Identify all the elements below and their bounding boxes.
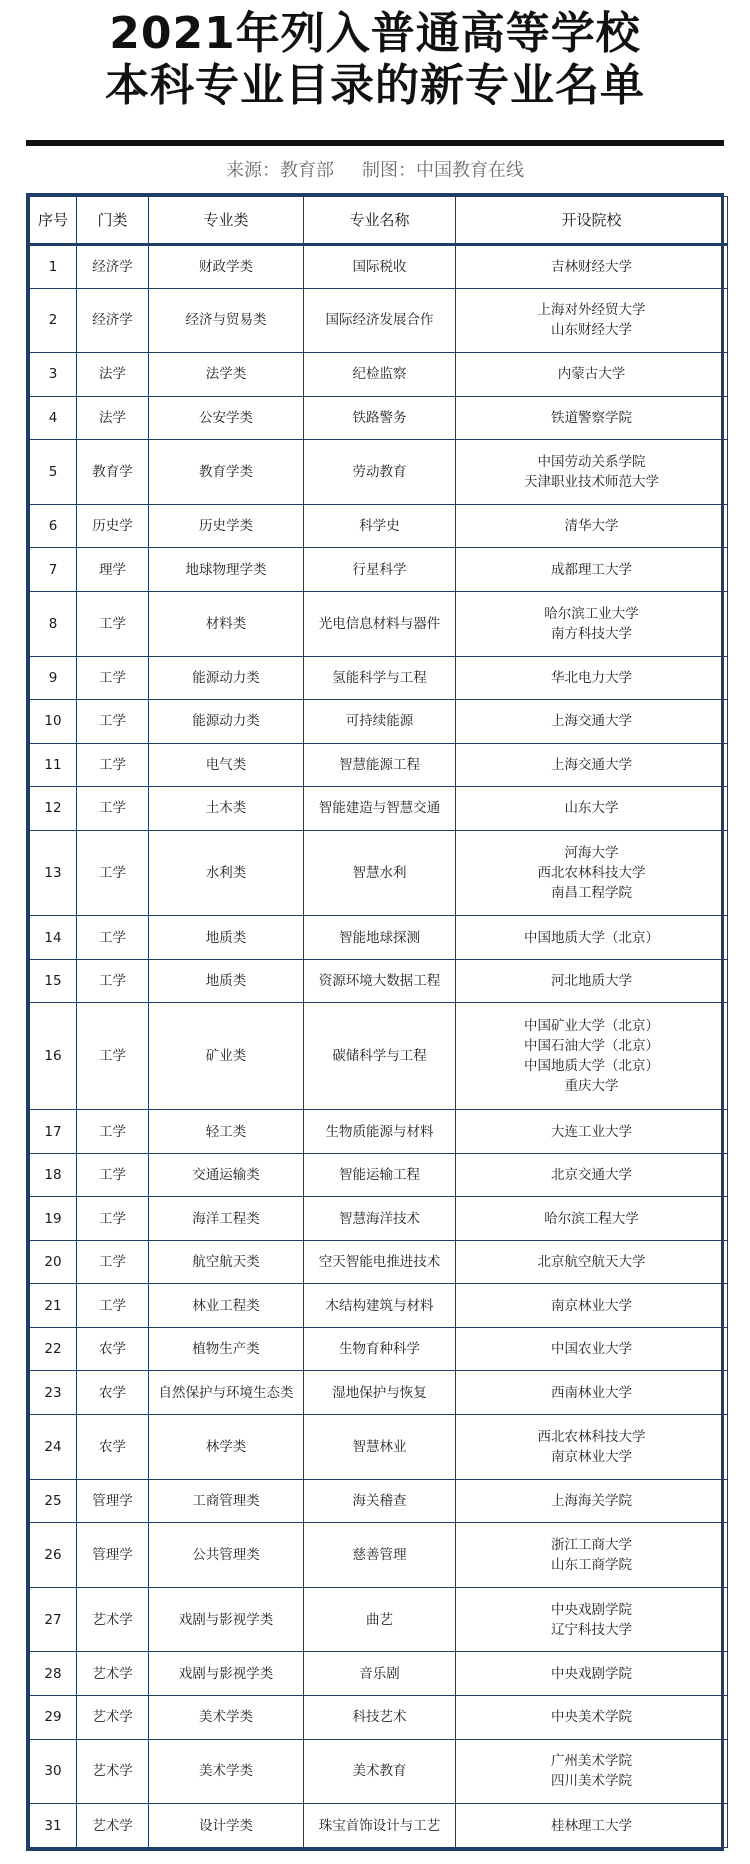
school-name: 北京交通大学 [551, 1167, 632, 1184]
cell-no: 21 [30, 1284, 77, 1328]
cell-class: 电气类 [149, 743, 304, 787]
cell-no: 30 [30, 1739, 77, 1804]
cell-schools [456, 591, 728, 656]
cell-schools [456, 656, 728, 700]
cell-class: 植物生产类 [149, 1327, 304, 1371]
cell-no: 16 [30, 1003, 77, 1110]
cell-schools [456, 1153, 728, 1197]
table-row [30, 1739, 728, 1804]
cell-class: 矿业类 [149, 1003, 304, 1110]
cell-major: 音乐剧 [304, 1652, 456, 1696]
cell-category: 艺术学 [77, 1695, 149, 1739]
cell-class: 设计学类 [149, 1804, 304, 1848]
cell-class: 法学类 [149, 353, 304, 397]
cell-category: 艺术学 [77, 1587, 149, 1652]
school-name: 山东财经大学 [551, 322, 632, 339]
cell-major: 行星科学 [304, 548, 456, 592]
table-row [30, 1414, 728, 1479]
cell-schools [456, 440, 728, 505]
cell-class: 航空航天类 [149, 1240, 304, 1284]
cell-schools [456, 787, 728, 831]
table-row [30, 916, 728, 960]
cell-schools [456, 830, 728, 916]
school-name: 中国地质大学（北京） [524, 1058, 659, 1075]
cell-class: 土木类 [149, 787, 304, 831]
school-name: 天津职业技术师范大学 [524, 474, 659, 491]
cell-category: 法学 [77, 396, 149, 440]
cell-major: 国际税收 [304, 245, 456, 289]
cell-category: 艺术学 [77, 1652, 149, 1696]
cell-category: 理学 [77, 548, 149, 592]
cell-no: 25 [30, 1479, 77, 1523]
header-no: 序号 [30, 197, 77, 245]
cell-no: 6 [30, 504, 77, 548]
cell-schools [456, 1003, 728, 1110]
cell-no: 22 [30, 1327, 77, 1371]
school-name: 华北电力大学 [551, 669, 632, 686]
cell-schools [456, 959, 728, 1003]
school-name: 上海交通大学 [551, 713, 632, 730]
school-name: 清华大学 [564, 518, 619, 535]
school-name: 铁道警察学院 [551, 409, 632, 426]
cell-schools [456, 396, 728, 440]
cell-schools [456, 1327, 728, 1371]
cell-no: 3 [30, 353, 77, 397]
cell-no: 27 [30, 1587, 77, 1652]
cell-category: 工学 [77, 1153, 149, 1197]
cell-category: 工学 [77, 1197, 149, 1241]
cell-category: 经济学 [77, 245, 149, 289]
cell-no: 8 [30, 591, 77, 656]
school-name: 吉林财经大学 [551, 258, 632, 275]
cell-class: 自然保护与环境生态类 [149, 1371, 304, 1415]
cell-no: 20 [30, 1240, 77, 1284]
table-row [30, 396, 728, 440]
cell-schools [456, 700, 728, 744]
table-row [30, 1003, 728, 1110]
cell-no: 13 [30, 830, 77, 916]
cell-category: 工学 [77, 700, 149, 744]
cell-class: 历史学类 [149, 504, 304, 548]
cell-class: 公共管理类 [149, 1523, 304, 1588]
cell-major: 可持续能源 [304, 700, 456, 744]
cell-no: 31 [30, 1804, 77, 1848]
school-name: 南方科技大学 [551, 625, 632, 642]
table-row [30, 830, 728, 916]
school-name: 广州美术学院 [551, 1753, 632, 1770]
table-row [30, 743, 728, 787]
school-name: 山东大学 [564, 800, 619, 817]
cell-class: 能源动力类 [149, 656, 304, 700]
school-name: 上海对外经贸大学 [537, 302, 646, 319]
cell-category: 工学 [77, 830, 149, 916]
cell-category: 工学 [77, 591, 149, 656]
cell-category: 经济学 [77, 288, 149, 353]
cell-major: 生物育种科学 [304, 1327, 456, 1371]
table-row [30, 1153, 728, 1197]
school-name: 中国矿业大学（北京） [524, 1018, 659, 1035]
cell-major: 湿地保护与恢复 [304, 1371, 456, 1415]
cell-category: 工学 [77, 1240, 149, 1284]
school-name: 哈尔滨工业大学 [544, 605, 639, 622]
cell-schools [456, 1414, 728, 1479]
header-major: 专业名称 [304, 197, 456, 245]
title-divider [26, 140, 724, 146]
school-name: 中国地质大学（北京） [524, 929, 659, 946]
cell-class: 林业工程类 [149, 1284, 304, 1328]
table-row [30, 787, 728, 831]
cell-schools [456, 1652, 728, 1696]
cell-major: 生物质能源与材料 [304, 1110, 456, 1154]
cell-major: 智慧水利 [304, 830, 456, 916]
majors-table [29, 196, 728, 1848]
page-title-line-2: 本科专业目录的新专业名单 [105, 60, 645, 111]
table-row [30, 1197, 728, 1241]
cell-schools [456, 1110, 728, 1154]
cell-class: 交通运输类 [149, 1153, 304, 1197]
school-name: 南昌工程学院 [551, 885, 632, 901]
school-name: 中央美术学院 [551, 1709, 632, 1726]
table-row [30, 1652, 728, 1696]
table-row [30, 591, 728, 656]
cell-schools [456, 1587, 728, 1652]
cell-class: 水利类 [149, 830, 304, 916]
cell-class: 戏剧与影视学类 [149, 1587, 304, 1652]
school-name: 南京林业大学 [551, 1448, 632, 1465]
cell-category: 工学 [77, 656, 149, 700]
cell-no: 14 [30, 916, 77, 960]
cell-category: 工学 [77, 787, 149, 831]
header-schools: 开设院校 [456, 197, 728, 245]
table-header-row [30, 197, 728, 245]
cell-class: 地质类 [149, 916, 304, 960]
school-name: 哈尔滨工程大学 [544, 1210, 639, 1227]
table-row [30, 1587, 728, 1652]
cell-class: 工商管理类 [149, 1479, 304, 1523]
cell-schools [456, 548, 728, 592]
cell-category: 教育学 [77, 440, 149, 505]
school-name: 内蒙古大学 [557, 366, 626, 383]
cell-category: 工学 [77, 743, 149, 787]
table-row [30, 700, 728, 744]
source-made-by: 制图：中国教育在线 [362, 160, 524, 181]
cell-category: 管理学 [77, 1479, 149, 1523]
cell-class: 林学类 [149, 1414, 304, 1479]
table-row [30, 1284, 728, 1328]
table-body [30, 245, 728, 1848]
cell-schools [456, 353, 728, 397]
cell-major: 国际经济发展合作 [304, 288, 456, 353]
school-name: 北京航空航天大学 [537, 1254, 646, 1271]
cell-category: 农学 [77, 1414, 149, 1479]
cell-major: 光电信息材料与器件 [304, 591, 456, 656]
school-name: 桂林理工大学 [551, 1817, 632, 1834]
cell-category: 管理学 [77, 1523, 149, 1588]
cell-category: 艺术学 [77, 1739, 149, 1804]
cell-major: 曲艺 [304, 1587, 456, 1652]
cell-class: 公安学类 [149, 396, 304, 440]
school-name: 大连工业大学 [551, 1123, 632, 1140]
cell-category: 农学 [77, 1371, 149, 1415]
cell-class: 戏剧与影视学类 [149, 1652, 304, 1696]
cell-major: 智慧海洋技术 [304, 1197, 456, 1241]
school-name: 中国劳动关系学院 [537, 454, 646, 471]
cell-class: 海洋工程类 [149, 1197, 304, 1241]
cell-category: 法学 [77, 353, 149, 397]
table-row [30, 245, 728, 289]
source-from: 来源：教育部 [226, 160, 334, 181]
school-name: 南京林业大学 [551, 1297, 632, 1314]
school-name: 中央戏剧学院 [551, 1665, 632, 1682]
school-name: 浙江工商大学 [551, 1536, 632, 1553]
cell-class: 能源动力类 [149, 700, 304, 744]
cell-category: 工学 [77, 1003, 149, 1110]
school-name: 西北农林科技大学 [537, 865, 646, 881]
table-row [30, 1523, 728, 1588]
cell-major: 海关稽查 [304, 1479, 456, 1523]
school-name: 中央戏剧学院 [551, 1601, 632, 1618]
cell-schools [456, 1695, 728, 1739]
table-row [30, 959, 728, 1003]
cell-no: 2 [30, 288, 77, 353]
school-name: 西北农林科技大学 [537, 1428, 646, 1445]
table-row [30, 1804, 728, 1848]
cell-no: 7 [30, 548, 77, 592]
cell-no: 29 [30, 1695, 77, 1739]
cell-major: 资源环境大数据工程 [304, 959, 456, 1003]
table-row [30, 440, 728, 505]
cell-schools [456, 743, 728, 787]
cell-schools [456, 288, 728, 353]
school-name: 河北地质大学 [551, 973, 632, 990]
cell-no: 11 [30, 743, 77, 787]
cell-schools [456, 1197, 728, 1241]
table-row [30, 1240, 728, 1284]
table-row [30, 1110, 728, 1154]
header-class: 专业类 [149, 197, 304, 245]
cell-no: 9 [30, 656, 77, 700]
cell-category: 工学 [77, 916, 149, 960]
cell-class: 地球物理学类 [149, 548, 304, 592]
cell-no: 12 [30, 787, 77, 831]
cell-schools [456, 1479, 728, 1523]
table-row [30, 1695, 728, 1739]
cell-category: 工学 [77, 959, 149, 1003]
table-row [30, 1327, 728, 1371]
cell-class: 材料类 [149, 591, 304, 656]
cell-no: 10 [30, 700, 77, 744]
header-category: 门类 [77, 197, 149, 245]
cell-major: 智能建造与智慧交通 [304, 787, 456, 831]
cell-no: 26 [30, 1523, 77, 1588]
cell-class: 轻工类 [149, 1110, 304, 1154]
cell-major: 智能运输工程 [304, 1153, 456, 1197]
school-name: 河海大学 [564, 845, 619, 861]
cell-major: 氢能科学与工程 [304, 656, 456, 700]
school-name: 西南林业大学 [551, 1384, 632, 1401]
cell-no: 18 [30, 1153, 77, 1197]
school-name: 辽宁科技大学 [551, 1621, 632, 1638]
school-name: 重庆大学 [564, 1078, 619, 1095]
table-row [30, 548, 728, 592]
table-row [30, 504, 728, 548]
cell-schools [456, 245, 728, 289]
cell-class: 财政学类 [149, 245, 304, 289]
school-name: 山东工商学院 [551, 1556, 632, 1573]
cell-category: 艺术学 [77, 1804, 149, 1848]
table-row [30, 288, 728, 353]
cell-no: 28 [30, 1652, 77, 1696]
cell-major: 科技艺术 [304, 1695, 456, 1739]
school-name: 上海交通大学 [551, 756, 632, 773]
cell-major: 碳储科学与工程 [304, 1003, 456, 1110]
cell-major: 智慧能源工程 [304, 743, 456, 787]
cell-major: 美术教育 [304, 1739, 456, 1804]
school-name: 上海海关学院 [551, 1492, 632, 1509]
cell-major: 智能地球探测 [304, 916, 456, 960]
cell-no: 5 [30, 440, 77, 505]
cell-major: 珠宝首饰设计与工艺 [304, 1804, 456, 1848]
cell-class: 地质类 [149, 959, 304, 1003]
cell-no: 4 [30, 396, 77, 440]
cell-schools [456, 1284, 728, 1328]
school-name: 中国农业大学 [551, 1341, 632, 1358]
table-row [30, 1479, 728, 1523]
cell-no: 1 [30, 245, 77, 289]
cell-no: 24 [30, 1414, 77, 1479]
cell-major: 慈善管理 [304, 1523, 456, 1588]
school-name: 中国石油大学（北京） [524, 1038, 659, 1055]
cell-no: 19 [30, 1197, 77, 1241]
cell-class: 美术学类 [149, 1739, 304, 1804]
table-row [30, 353, 728, 397]
cell-major: 劳动教育 [304, 440, 456, 505]
cell-no: 17 [30, 1110, 77, 1154]
majors-table-container [26, 193, 724, 1851]
cell-schools [456, 1739, 728, 1804]
cell-schools [456, 916, 728, 960]
cell-category: 历史学 [77, 504, 149, 548]
page-header [0, 0, 750, 112]
cell-major: 木结构建筑与材料 [304, 1284, 456, 1328]
cell-schools [456, 504, 728, 548]
cell-category: 工学 [77, 1110, 149, 1154]
cell-no: 15 [30, 959, 77, 1003]
school-name: 四川美术学院 [551, 1773, 632, 1790]
school-name: 成都理工大学 [551, 561, 632, 578]
cell-major: 纪检监察 [304, 353, 456, 397]
cell-major: 铁路警务 [304, 396, 456, 440]
table-row [30, 1371, 728, 1415]
cell-schools [456, 1804, 728, 1848]
cell-no: 23 [30, 1371, 77, 1415]
cell-schools [456, 1240, 728, 1284]
cell-category: 工学 [77, 1284, 149, 1328]
source-line [0, 156, 750, 182]
cell-class: 经济与贸易类 [149, 288, 304, 353]
cell-schools [456, 1523, 728, 1588]
table-row [30, 656, 728, 700]
cell-schools [456, 1371, 728, 1415]
cell-class: 教育学类 [149, 440, 304, 505]
cell-category: 农学 [77, 1327, 149, 1371]
cell-major: 科学史 [304, 504, 456, 548]
cell-class: 美术学类 [149, 1695, 304, 1739]
cell-major: 智慧林业 [304, 1414, 456, 1479]
cell-major: 空天智能电推进技术 [304, 1240, 456, 1284]
page-title-line-1: 2021年列入普通高等学校 [109, 8, 641, 59]
